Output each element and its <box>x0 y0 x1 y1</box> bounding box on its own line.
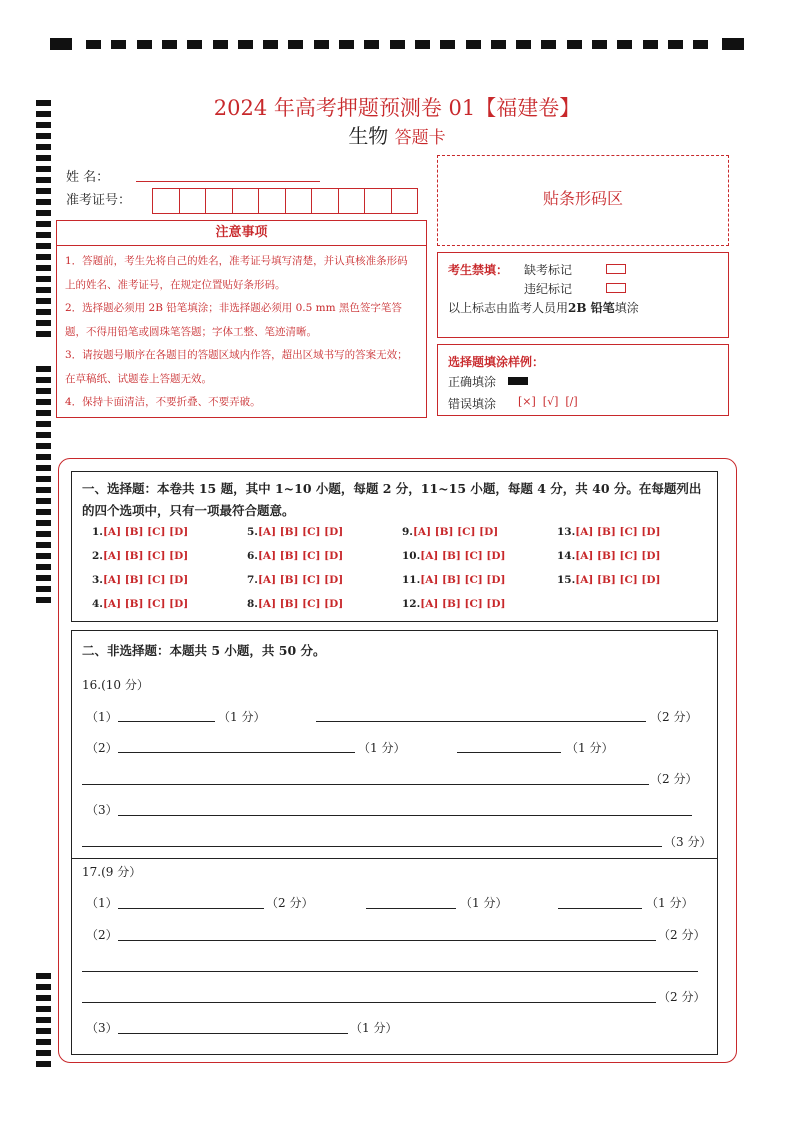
fill-example-box <box>437 344 729 416</box>
timing-mark <box>643 40 658 49</box>
choice-q14[interactable] <box>557 550 660 562</box>
timing-mark <box>722 38 744 50</box>
notice-item: 1．答题前，考生先将自己的姓名，准考证号填写清楚，并认真核准条形码上的姓名、准考证号，在规定位置贴好条形码。 <box>65 255 408 291</box>
subject-title <box>0 120 794 149</box>
absent-label: 缺考标记 <box>524 263 573 277</box>
timing-mark <box>567 40 582 49</box>
timing-mark <box>592 40 607 49</box>
fill-example-title: 选择题填涂样例： <box>448 355 545 369</box>
choice-section-title: 一、选择题：本卷共 15 题，其中 1~10 小题，每题 2 分，11~15 小题，每题 4 分，共 40 分。在每题列出的四个选项中，只有一项最符合题意。 <box>82 481 702 518</box>
id-label: 准考证号： <box>66 193 132 208</box>
choice-number: 6. <box>247 550 258 562</box>
timing-mark <box>36 575 51 581</box>
timing-mark <box>36 465 51 471</box>
subject-name: 生物 <box>348 124 389 148</box>
q17-2c-score: （2 分） <box>658 990 706 1004</box>
timing-mark <box>516 40 531 49</box>
timing-mark <box>36 1017 51 1023</box>
choice-number: 15. <box>557 574 576 586</box>
timing-mark <box>36 366 51 372</box>
answer-card-label: 答题卡 <box>394 128 446 148</box>
timing-mark <box>36 1061 51 1067</box>
q16-section <box>71 630 718 859</box>
timing-mark <box>36 586 51 592</box>
q16-part3: （3） <box>86 803 118 817</box>
timing-mark <box>36 287 51 293</box>
timing-mark <box>36 199 51 205</box>
choice-options[interactable]: [A] [B] [C] [D] <box>420 598 506 610</box>
timing-mark <box>36 995 51 1001</box>
choice-q12[interactable] <box>402 598 505 610</box>
notice-item: 3．请按题号顺序在各题目的答题区域内作答，超出区域书写的答案无效；在草稿纸、试题卷上答题无效。 <box>65 349 408 385</box>
timing-mark <box>415 40 430 49</box>
timing-mark <box>491 40 506 49</box>
timing-mark <box>36 531 51 537</box>
timing-mark <box>36 188 51 194</box>
q16-1b-score: （2 分） <box>650 710 698 724</box>
name-label: 姓 名： <box>66 170 110 185</box>
name-field[interactable] <box>136 181 320 182</box>
timing-mark <box>36 1006 51 1012</box>
timing-mark <box>36 520 51 526</box>
exam-id-boxes[interactable] <box>152 188 418 214</box>
q17-1c-line[interactable] <box>558 908 642 909</box>
timing-mark <box>390 40 405 49</box>
choice-options[interactable]: [A] [B] [C] [D] <box>412 526 499 538</box>
choice-q10[interactable] <box>402 550 505 562</box>
exam-title: 2024 年高考押题预测卷 01【福建卷】 <box>213 96 581 120</box>
choice-options[interactable]: [A] [B] [C] [D] <box>420 550 506 562</box>
notice-list <box>57 246 426 415</box>
notice-title: 注意事项 <box>57 221 426 246</box>
nonchoice-title: 二、非选择题：本题共 5 小题，共 50 分。 <box>82 643 326 658</box>
timing-mark <box>440 40 455 49</box>
choice-q7[interactable] <box>247 574 343 586</box>
choice-q11[interactable] <box>402 574 505 586</box>
notice-item: 4．保持卡面清洁，不要折叠、不要弄破。 <box>65 396 261 408</box>
timing-mark <box>187 40 202 49</box>
timing-mark <box>541 40 556 49</box>
timing-mark <box>36 984 51 990</box>
choice-options[interactable]: [A] [B] [C] [D] <box>257 574 344 586</box>
correct-fill-label: 正确填涂 <box>448 375 497 389</box>
timing-mark <box>36 509 51 515</box>
timing-mark <box>213 40 228 49</box>
correct-fill-sample <box>508 377 528 385</box>
q17-head: 17.(9 分） <box>82 865 142 879</box>
choice-number: 5. <box>247 526 258 538</box>
choice-options[interactable]: [A] [B] [C] [D] <box>102 574 189 586</box>
timing-mark <box>668 40 683 49</box>
q17-1c-score: （1 分） <box>646 896 694 910</box>
choice-number: 14. <box>557 550 576 562</box>
q17-3-score: （1 分） <box>350 1021 398 1035</box>
q16-2a-score: （1 分） <box>358 741 406 755</box>
timing-mark <box>36 553 51 559</box>
choice-options[interactable]: [A] [B] [C] [D] <box>257 598 344 610</box>
q17-section <box>71 858 718 1055</box>
choice-q9[interactable] <box>402 526 498 538</box>
timing-mark <box>36 498 51 504</box>
timing-mark <box>36 487 51 493</box>
choice-q5[interactable] <box>247 526 343 538</box>
violation-checkbox[interactable] <box>606 283 626 293</box>
choice-q1[interactable] <box>92 526 188 538</box>
choice-options[interactable]: [A] [B] [C] [D] <box>257 526 344 538</box>
barcode-area <box>437 155 729 246</box>
q16-1b-line[interactable] <box>316 721 646 722</box>
choice-q4[interactable] <box>92 598 188 610</box>
q16-2b-score: （1 分） <box>566 741 614 755</box>
timing-mark <box>466 40 481 49</box>
q17-2a-score: （2 分） <box>658 928 706 942</box>
choice-options[interactable]: [A] [B] [C] [D] <box>102 550 189 562</box>
timing-mark <box>36 298 51 304</box>
choice-q13[interactable] <box>557 526 660 538</box>
timing-mark <box>36 421 51 427</box>
timing-mark <box>693 40 708 49</box>
choice-number: 12. <box>402 598 421 610</box>
q17-2c-line[interactable] <box>82 1002 656 1003</box>
timing-mark <box>36 443 51 449</box>
timing-mark <box>137 40 152 49</box>
q16-2b-line[interactable] <box>457 752 561 753</box>
note-prefix: 以上标志由监考人员用 <box>448 301 569 315</box>
q17-1b-score: （1 分） <box>460 896 508 910</box>
q17-1a-score: （2 分） <box>266 896 314 910</box>
q16-2c-line[interactable] <box>82 784 649 785</box>
timing-mark <box>36 542 51 548</box>
timing-mark <box>36 377 51 383</box>
timing-mark <box>36 564 51 570</box>
choice-options[interactable]: [A] [B] [C] [D] <box>257 550 344 562</box>
choice-q8[interactable] <box>247 598 343 610</box>
choice-q6[interactable] <box>247 550 343 562</box>
wrong-fill-label: 错误填涂 <box>448 397 497 411</box>
wrong-fill-samples: [×] [√] [/] <box>518 395 578 408</box>
choice-number: 1. <box>92 526 103 538</box>
timing-mark <box>36 973 51 979</box>
timing-mark <box>36 597 51 603</box>
prohibited-box <box>437 252 729 338</box>
q17-1b-line[interactable] <box>366 908 456 909</box>
timing-mark <box>50 38 72 50</box>
timing-mark <box>288 40 303 49</box>
timing-mark <box>36 476 51 482</box>
q17-part3: （3） <box>86 1021 118 1035</box>
timing-mark <box>314 40 329 49</box>
violation-label: 违纪标记 <box>524 282 573 296</box>
timing-mark <box>162 40 177 49</box>
choice-options[interactable]: [A] [B] [C] [D] <box>102 598 189 610</box>
q17-1a-line[interactable] <box>118 908 264 909</box>
q16-3a-line[interactable] <box>118 815 692 816</box>
timing-mark <box>36 243 51 249</box>
choice-section <box>71 471 718 622</box>
q17-2b-line[interactable] <box>82 971 698 972</box>
choice-number: 13. <box>557 526 576 538</box>
timing-mark <box>36 232 51 238</box>
choice-number: 9. <box>402 526 413 538</box>
timing-mark <box>36 454 51 460</box>
timing-mark <box>364 40 379 49</box>
timing-mark <box>111 40 126 49</box>
timing-mark <box>36 155 51 161</box>
q16-part2: （2） <box>86 741 118 755</box>
q17-2a-line[interactable] <box>118 940 656 941</box>
timing-mark <box>36 254 51 260</box>
timing-mark <box>36 210 51 216</box>
q16-3-score: （3 分） <box>664 835 712 849</box>
timing-mark <box>36 177 51 183</box>
choice-q3[interactable] <box>92 574 188 586</box>
choice-number: 3. <box>92 574 103 586</box>
timing-mark <box>36 166 51 172</box>
choice-options[interactable]: [A] [B] [C] [D] <box>575 526 661 538</box>
choice-q15[interactable] <box>557 574 660 586</box>
q16-1a-score: （1 分） <box>218 710 266 724</box>
q17-part1: （1） <box>86 896 118 910</box>
choice-number: 10. <box>402 550 421 562</box>
timing-mark <box>36 265 51 271</box>
timing-mark <box>36 1028 51 1034</box>
q17-part2: （2） <box>86 928 118 942</box>
timing-mark <box>36 1050 51 1056</box>
q16-2c-score: （2 分） <box>650 772 698 786</box>
q16-head: 16.(10 分） <box>82 678 149 692</box>
timing-mark <box>86 40 101 49</box>
choice-options[interactable]: [A] [B] [C] [D] <box>575 550 661 562</box>
choice-number: 2. <box>92 550 103 562</box>
timing-mark <box>36 432 51 438</box>
notice-box <box>56 220 427 418</box>
timing-mark <box>36 399 51 405</box>
choice-number: 4. <box>92 598 103 610</box>
prohibited-title: 考生禁填： <box>448 263 509 277</box>
timing-mark <box>36 320 51 326</box>
note-bold: 2B 铅笔 <box>568 301 615 315</box>
prohibited-note <box>448 299 639 316</box>
notice-item: 2．选择题必须用 2B 铅笔填涂；非选择题必须用 0.5 mm 黑色签字笔答题，不得用铅笔或圆珠笔答题；字体工整、笔迹清晰。 <box>65 302 402 338</box>
timing-mark <box>36 1039 51 1045</box>
timing-mark <box>36 388 51 394</box>
barcode-label: 贴条形码区 <box>542 189 623 208</box>
timing-mark <box>36 276 51 282</box>
q16-part1: （1） <box>86 710 118 724</box>
choice-number: 11. <box>402 574 421 586</box>
choice-number: 7. <box>247 574 258 586</box>
timing-mark <box>36 309 51 315</box>
q16-1a-line[interactable] <box>118 721 215 722</box>
choice-options[interactable]: [A] [B] [C] [D] <box>102 526 189 538</box>
q16-3b-line[interactable] <box>82 846 662 847</box>
q16-2a-line[interactable] <box>118 752 355 753</box>
absent-checkbox[interactable] <box>606 264 626 274</box>
timing-mark <box>263 40 278 49</box>
choice-options[interactable]: [A] [B] [C] [D] <box>420 574 506 586</box>
choice-options[interactable]: [A] [B] [C] [D] <box>575 574 661 586</box>
timing-mark <box>36 331 51 337</box>
choice-number: 8. <box>247 598 258 610</box>
q17-3-line[interactable] <box>118 1033 348 1034</box>
note-suffix: 填涂 <box>614 301 639 315</box>
timing-mark <box>36 410 51 416</box>
timing-mark <box>617 40 632 49</box>
timing-mark <box>36 221 51 227</box>
timing-mark <box>339 40 354 49</box>
timing-mark <box>238 40 253 49</box>
choice-q2[interactable] <box>92 550 188 562</box>
